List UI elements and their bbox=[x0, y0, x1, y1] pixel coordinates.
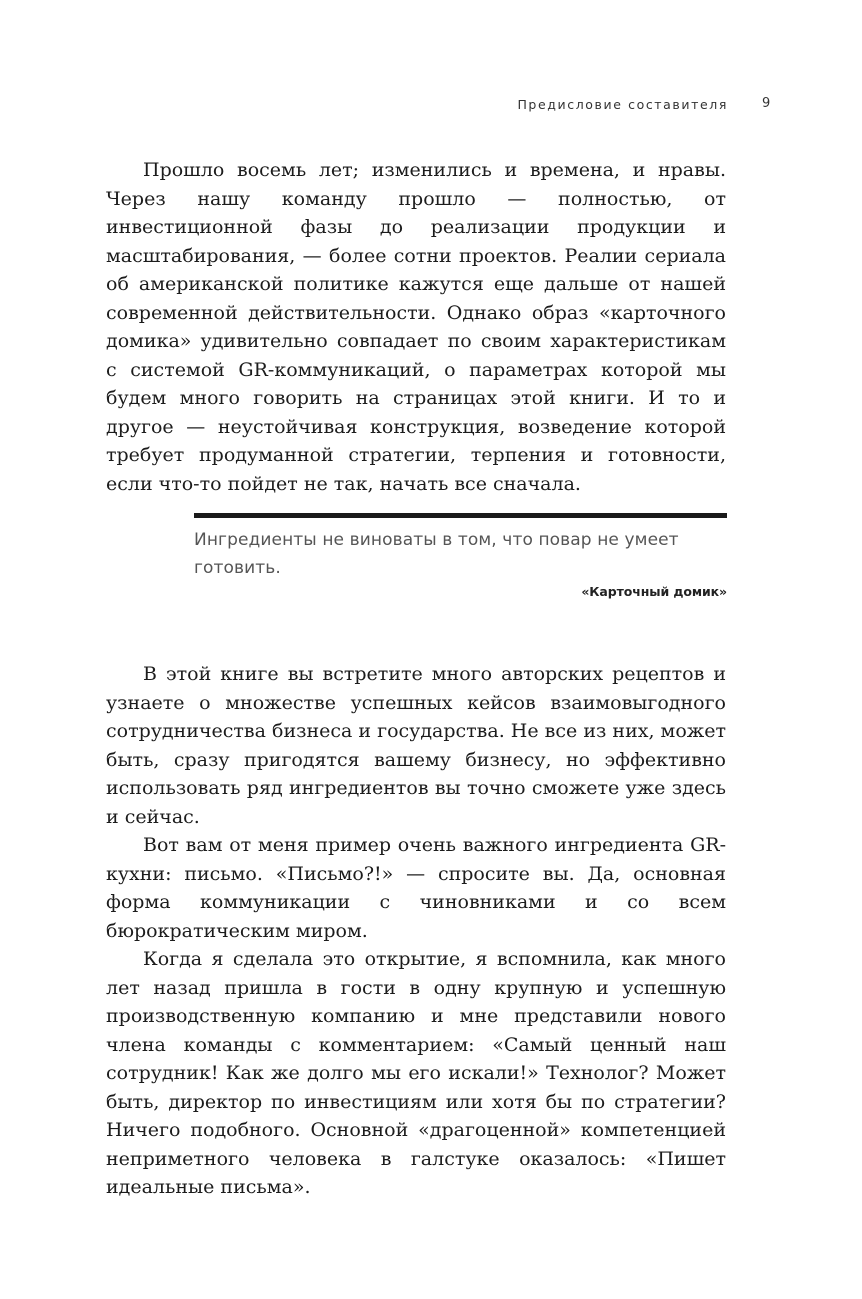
running-head: Предисловие составителя bbox=[517, 97, 728, 112]
page-number: 9 bbox=[762, 96, 771, 111]
epigraph-quote: Ингредиенты не виноваты в том, что повар не умеет готовить. bbox=[194, 530, 679, 578]
paragraph: Вот вам от меня пример очень важного ингредиента GR-кухни: письмо. «Письмо?!» — спросите вы. Да, основная форма коммуникации с чиновниками и со всем бюрократическим миром. bbox=[106, 834, 726, 942]
paragraph: Когда я сделала это открытие, я вспомнила, как много лет назад пришла в гости в одну крупную и успешную производственную компанию и мне представили нового члена команды с комментарием: «Самый ценный наш сотрудник! Как же долго мы его искали!» Технолог? Может быть, директор по инвестициям или хотя бы по стратегии? Ничего подобного. Основной «драгоценной» компетенцией неприметного человека в галстуке оказалось: «Пишет идеальные письма». bbox=[106, 948, 726, 1198]
paragraph: Прошло восемь лет; изменились и времена, и нравы. Через нашу команду прошло — полностью, от инвестиционной фазы до реализации продукции и масштабирования, — более сотни проектов. Реалии сериала об американской политике кажутся еще дальше от нашей современной действительности. Однако образ «карточного домика» удивительно совпадает по своим характеристикам с системой GR-коммуникаций, о параметрах которой мы будем много говорить на страницах этой книги. И то и другое — неустойчивая конструкция, возведение которой требует продуманной стратегии, терпения и готовности, если что-то пойдет не так, начать все сначала. bbox=[106, 159, 726, 495]
epigraph bbox=[194, 513, 727, 599]
body-section-1 bbox=[106, 156, 726, 498]
epigraph-source: «Карточный домик» bbox=[581, 584, 727, 599]
body-section-2 bbox=[106, 660, 726, 1202]
paragraph: В этой книге вы встретите много авторских рецептов и узнаете о множестве успешных кейсов взаимовыгодного сотрудничества бизнеса и государства. Не все из них, может быть, сразу пригодятся вашему бизнесу, но эффективно использовать ряд ингредиентов вы точно сможете уже здесь и сейчас. bbox=[106, 663, 726, 828]
